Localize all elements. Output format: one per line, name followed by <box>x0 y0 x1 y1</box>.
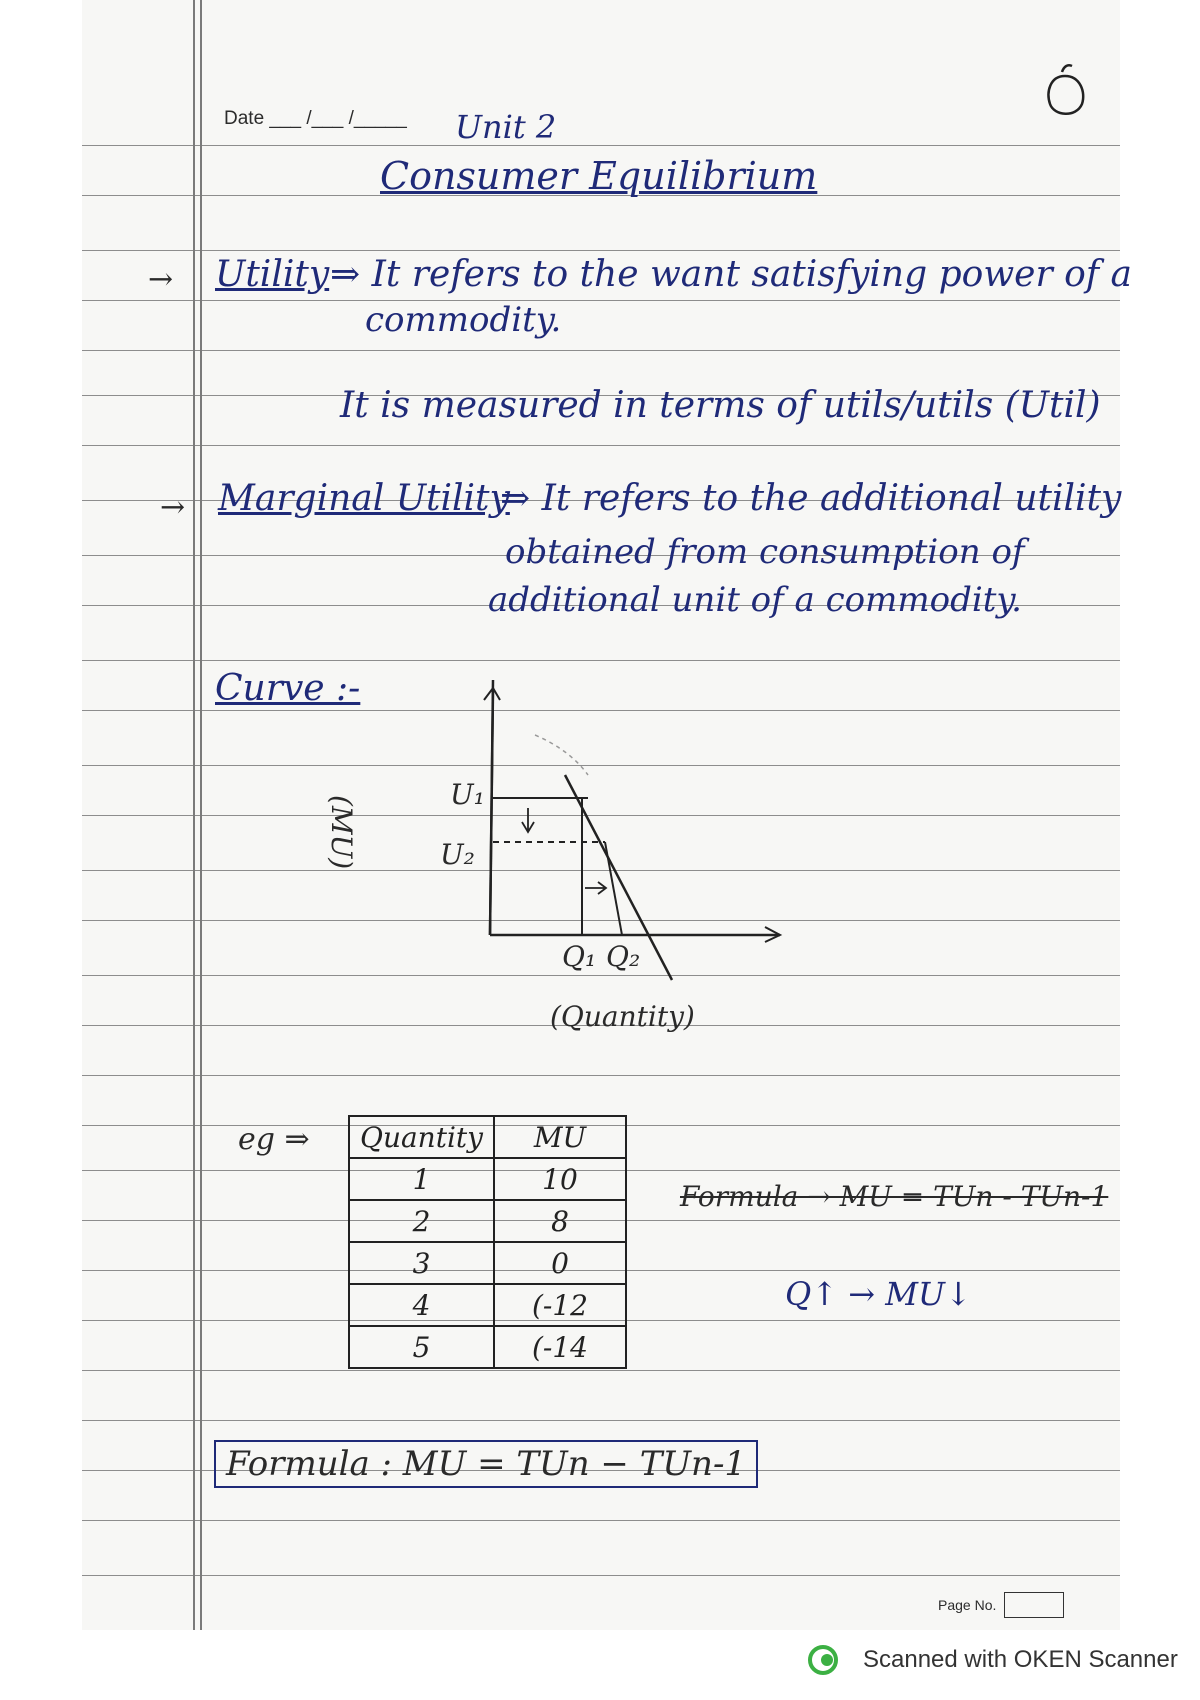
table-cell: 8 <box>494 1200 626 1242</box>
table-cell: 3 <box>349 1242 494 1284</box>
q2-label: Q₂ <box>606 940 641 973</box>
utility-definition-line2: commodity. <box>365 300 562 340</box>
bullet-arrow-icon: → <box>148 262 174 297</box>
ruled-line <box>82 350 1120 351</box>
table-cell: 1 <box>349 1158 494 1200</box>
dashed-arc <box>535 735 588 775</box>
ruled-line <box>82 1075 1120 1076</box>
q2-guide <box>605 842 622 935</box>
page-title: Consumer Equilibrium <box>380 154 818 198</box>
table-row <box>349 1242 626 1284</box>
table-cell: 4 <box>349 1284 494 1326</box>
formula-box: Formula : MU = TUn − TUn-1 <box>214 1440 758 1488</box>
crossed-formula: Formula → MU = TUn - TUn-1 <box>680 1180 1109 1213</box>
q1-label: Q₁ <box>562 940 597 973</box>
table-row <box>349 1284 626 1326</box>
ruled-line <box>82 1370 1120 1371</box>
table-cell: 0 <box>494 1242 626 1284</box>
marginal-utility-term: Marginal Utility <box>218 478 510 519</box>
table-cell: 10 <box>494 1158 626 1200</box>
unit-heading: Unit 2 <box>455 108 557 146</box>
example-label: eg ⇒ <box>238 1122 310 1157</box>
utility-definition-line1: ⇒ It refers to the want satisfying power of a <box>330 254 1133 295</box>
ruled-line <box>82 300 1120 301</box>
marginal-utility-definition-line2: obtained from consumption of <box>505 532 1025 572</box>
down-arrow-icon <box>522 808 534 832</box>
table-cell: 2 <box>349 1200 494 1242</box>
ruled-line <box>82 445 1120 446</box>
x-axis-label: (Quantity) <box>550 1000 695 1033</box>
table-cell: (-12 <box>494 1284 626 1326</box>
table-header-row <box>349 1116 626 1158</box>
trend-note: Q↑ → MU↓ <box>785 1275 972 1313</box>
table-row <box>349 1326 626 1368</box>
ruled-line <box>82 1520 1120 1521</box>
right-arrow-icon <box>585 882 606 894</box>
table-row <box>349 1158 626 1200</box>
u2-label: U₂ <box>440 838 475 871</box>
page-no-label: Page No. <box>938 1597 997 1613</box>
table-row <box>349 1200 626 1242</box>
page-number-icon <box>1040 62 1090 122</box>
bullet-arrow-icon: → <box>160 490 186 525</box>
u1-label: U₁ <box>450 778 485 811</box>
ruled-line <box>82 660 1120 661</box>
ruled-line <box>82 250 1120 251</box>
utility-measure-note: It is measured in terms of utils/utils (Util) <box>340 385 1101 426</box>
marginal-utility-definition-line3: additional unit of a commodity. <box>488 580 1022 620</box>
date-label: Date ___ /___ /_____ <box>224 108 407 129</box>
table-cell: (-14 <box>494 1326 626 1368</box>
ruled-line <box>82 1420 1120 1421</box>
page-no-box <box>1004 1592 1064 1618</box>
scanner-watermark: Scanned with OKEN Scanner <box>863 1646 1178 1673</box>
ruled-line <box>82 145 1120 146</box>
margin-line-right <box>200 0 202 1630</box>
utility-term: Utility <box>215 254 330 295</box>
y-axis-label: (MU) <box>325 795 358 870</box>
ruled-line <box>82 1575 1120 1576</box>
curve-heading: Curve :- <box>215 668 361 709</box>
table-header-quantity: Quantity <box>349 1116 494 1158</box>
scanner-logo-icon <box>808 1645 838 1675</box>
marginal-utility-definition-line1: ⇒ It refers to the additional utility <box>500 478 1122 519</box>
margin-line-left <box>193 0 195 1630</box>
marginal-utility-diagram <box>360 680 800 1040</box>
y-axis-line <box>490 690 493 935</box>
table-header-mu: MU <box>494 1116 626 1158</box>
table-cell: 5 <box>349 1326 494 1368</box>
mu-table <box>348 1115 627 1369</box>
